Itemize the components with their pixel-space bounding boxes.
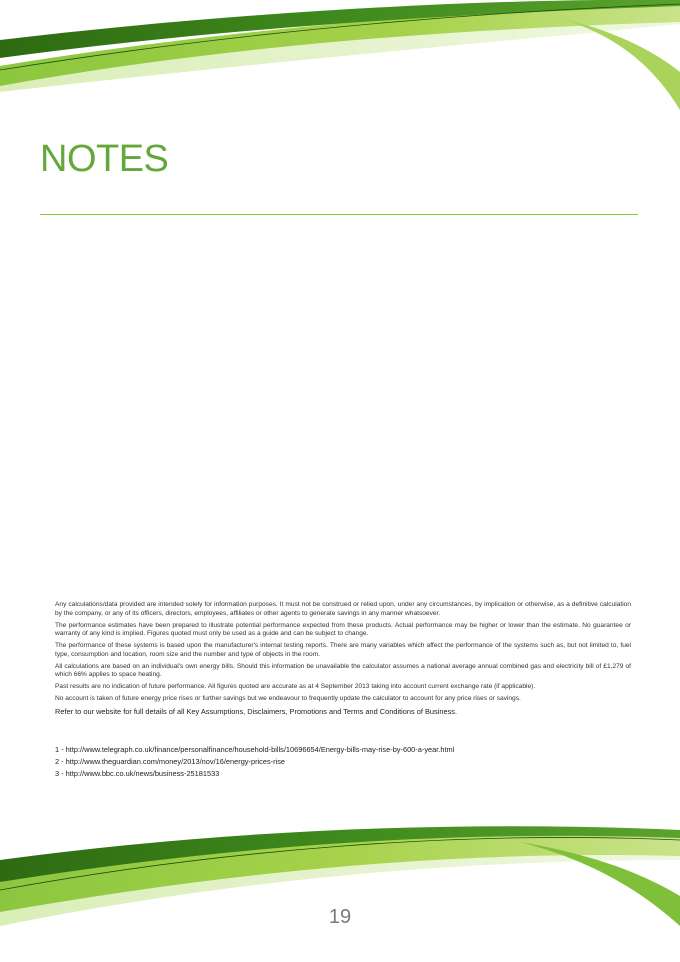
footnotes-list xyxy=(55,745,635,781)
page-number: 19 xyxy=(328,906,352,928)
footnote-link[interactable]: 3 - http://www.bbc.co.uk/news/business-25181533 xyxy=(55,768,220,778)
disclaimer-paragraph: All calculations are based on an individual's own energy bills. Should this information be unavailable the calculator assumes a national average annual combined gas and electricity bill of £1,279 of which 66% applies to space heating. xyxy=(55,662,631,679)
footnote-link[interactable]: 2 - http://www.theguardian.com/money/2013/nov/16/energy-prices-rise xyxy=(55,756,286,766)
disclaimer-paragraph: Any calculations/data provided are intended solely for information purposes. It must not be construed or relied upon, under any circumstances, by implication or otherwise, as a definitive calculation by the company, or any of its officers, directors, employees, affiliates or other agents to generate savings in any manner whatsoever. xyxy=(55,601,631,617)
page-title: NOTES xyxy=(40,138,169,180)
disclaimer-paragraph: No account is taken of future energy price rises or further savings but we endeavour to frequently update the calculator to account for any price rises or savings. xyxy=(55,695,521,703)
disclaimer-block xyxy=(55,601,631,720)
disclaimer-paragraph: The performance of these systems is based upon the manufacturer's internal testing reports. There are many variables which affect the performance of the systems such as, but not limited to, fuel type, consumption and location, room size and the number and type of objects in the room. xyxy=(55,642,631,658)
disclaimer-paragraph: The performance estimates have been prepared to illustrate potential performance expected from these products. Actual performance may be higher or lower than the estimate. No guarantee or warranty of any kind is implied. Figures quoted must only be used as a guide and can be subject to change. xyxy=(55,621,631,638)
disclaimer-paragraph: Past results are no indication of future performance. All figures quoted are accurate as at 4 September 2013 taking into account current exchange rate (if applicable). xyxy=(55,683,536,691)
title-divider xyxy=(40,214,638,215)
top-swoosh-decoration xyxy=(0,0,680,110)
bottom-swoosh-decoration xyxy=(0,820,680,962)
footnote-link[interactable]: 1 - http://www.telegraph.co.uk/finance/personalfinance/household-bills/10696654/Energy-bills-may-rise-by-600-a-year.html xyxy=(55,745,455,754)
refer-to-website-text: Refer to our website for full details of all Key Assumptions, Disclaimers, Promotions and Terms and Conditions of Business. xyxy=(55,707,458,717)
